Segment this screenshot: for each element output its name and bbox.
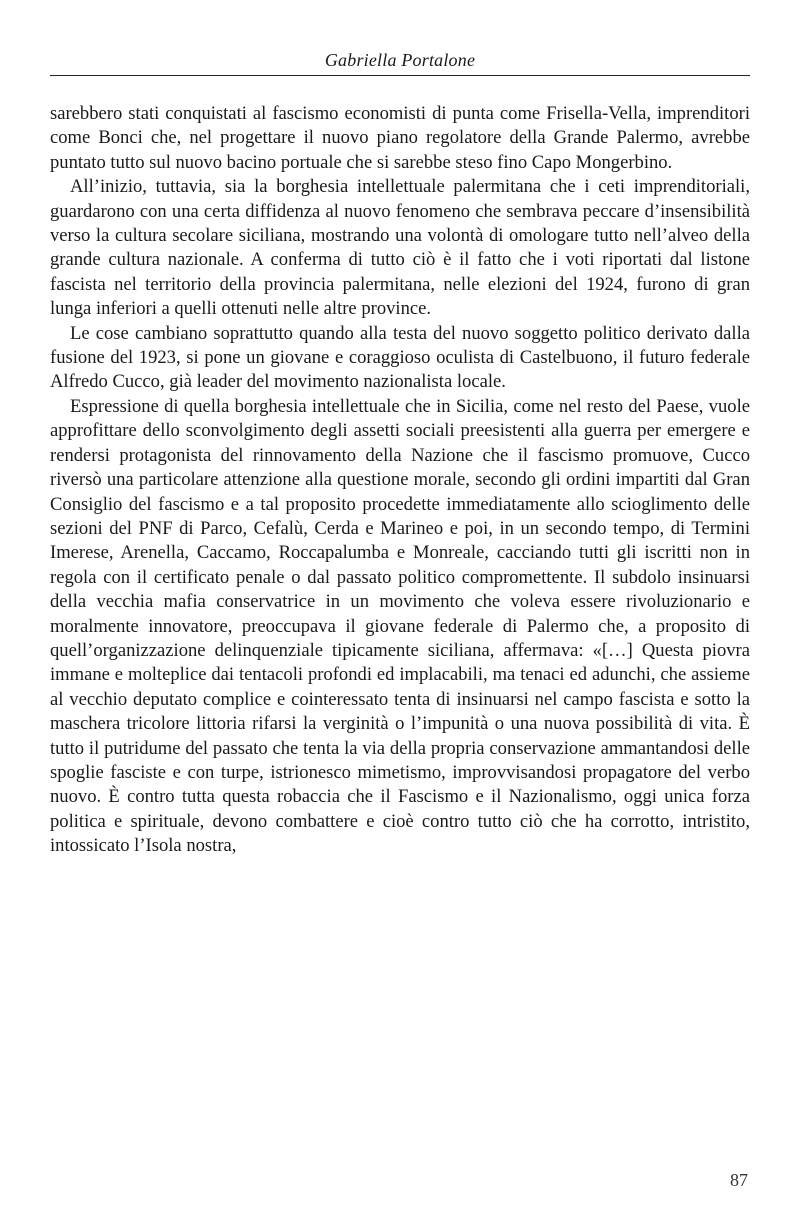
paragraph-1: sarebbero stati conquistati al fascismo economisti di punta come Frisella-Vella, imprenditori come Bonci che, nel progettare il nuovo piano regolatore della Grande Palermo, avrebbe puntato tutto sul nuovo bacino portuale che si sarebbe steso fino Capo Mongerbino. xyxy=(50,103,750,173)
running-head-author: Gabriella Portalone xyxy=(324,50,476,70)
header-rule xyxy=(50,75,750,76)
paragraph-3: Le cose cambiano soprattutto quando alla testa del nuovo soggetto politico derivato dalla fusione del 1923, si pone un giovane e coraggioso oculista di Castelbuono, il futuro federale Alfredo Cucco, già leader del movimento nazionalista locale. xyxy=(50,322,750,393)
paragraph-2: All’inizio, tuttavia, sia la borghesia intellettuale palermitana che i ceti imprenditoriali, guardarono con una certa diffidenza al nuovo fenomeno che sembrava peccare d’insensibilità verso la cultura secolare siciliana, mostrando una volontà di omologare tutto nell’alveo della grande cultura nazionale. A conferma di tutto ciò è il fatto che i voti riportati dal listone fascista nel territorio della provincia palermitana, nelle elezioni del 1924, furono di gran lunga inferiori a quelli ottenuti nelle altre province. xyxy=(50,176,750,320)
page-number: 87 xyxy=(730,1170,748,1190)
paragraph-4: Espressione di quella borghesia intellettuale che in Sicilia, come nel resto del Paese, vuole approfittare dello sconvolgimento degli assetti sociali preesistenti alla guerra per emergere e rendersi protagonista del rinnovamento della Nazione che il fascismo promuove, Cucco riversò una particolare attenzione alla questione morale, secondo gli ordini impartiti dal Gran Consiglio del fascismo e a tal proposito procedette immediatamente allo scioglimento delle sezioni del PNF di Parco, Cefalù, Cerda e Marineo e poi, in un secondo tempo, di Termini Imerese, Arenella, Caccamo, Roccapalumba e Monreale, cacciando tutti gli iscritti non in regola con il certificato penale o dal passato politico compromettente. Il subdolo insinuarsi della vecchia mafia conservatrice in un movimento che voleva essere rivoluzionario e moralmente innovatore, preoccupava il giovane federale di Palermo che, a proposito di quell’organizzazione delinquenziale tipicamente siciliana, affermava: «[…] Questa piovra immane e molteplice dai tentacoli profondi ed implacabili, ma tenaci ed adunchi, che assieme al vecchio deputato complice e cointeressato tenta di insinuarsi nel campo fascista e sotto la maschera tricolore littoria rifarsi la verginità o l’impunità o una nuova possibilità di vita. È tutto il putridume del passato che tenta la via della propria conservazione ammantandosi delle spoglie fasciste e con turpe, istrionesco mimetismo, improvvisandosi propagatore del verbo nuovo. È contro tutta questa robaccia che il Fascismo e il Nazionalismo, oggi unica forza politica e spirituale, devono combattere e cioè contro tutto ciò che ha corrotto, intristito, intossicato l’Isola nostra, xyxy=(50,395,750,857)
body-text xyxy=(50,102,750,859)
